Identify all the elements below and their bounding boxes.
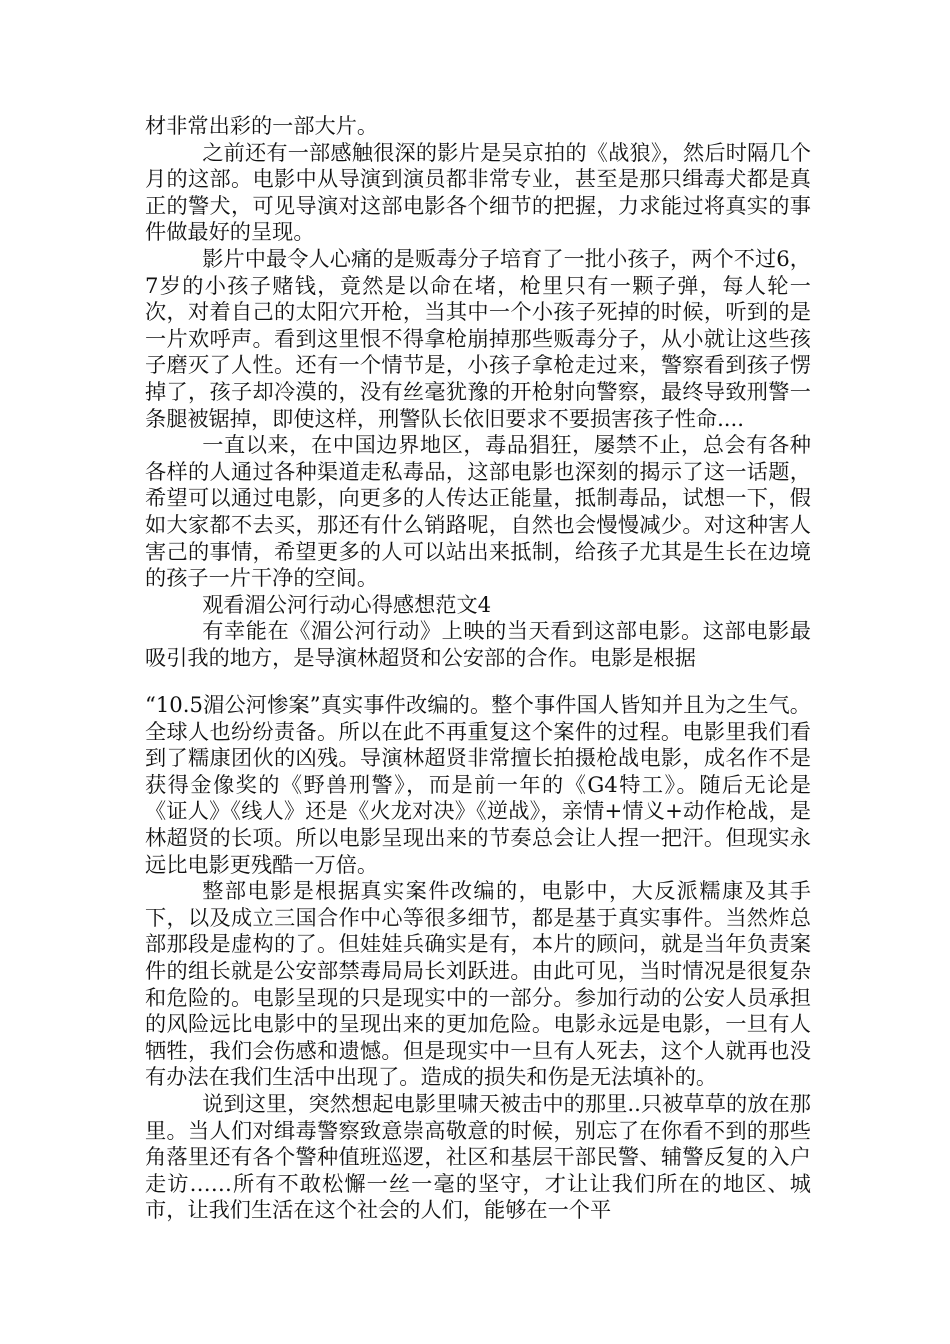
text-block-bottom <box>145 692 811 1224</box>
paragraph: 有幸能在《湄公河行动》上映的当天看到这部电影。这部电影最吸引我的地方，是导演林超贤和公安部的合作。电影是根据 <box>145 618 811 670</box>
paragraph: 说到这里，突然想起电影里啸天被击中的那里..只被草草的放在那里。当人们对缉毒警察致意崇高敬意的时候，别忘了在你看不到的那些角落里还有各个警种值班巡逻，社区和基层干部民警、辅警反复的入户走访……所有不敢松懈一丝一毫的坚守，才让让我们所在的地区、城市，让我们生活在这个社会的人们，能够在一个平 <box>145 1090 811 1223</box>
paragraph: 影片中最令人心痛的是贩毒分子培育了一批小孩子，两个不过6，7岁的小孩子赌钱，竟然是以命在堵，枪里只有一颗子弹，每人轮一次，对着自己的太阳穴开枪，当其中一个小孩子死掉的时候，听到的是一片欢呼声。看到这里恨不得拿枪崩掉那些贩毒分子，从小就让这些孩子磨灭了人性。还有一个情节是，小孩子拿枪走过来，警察看到孩子愣掉了，孩子却冷漠的，没有丝毫犹豫的开枪射向警察，最终导致刑警一条腿被锯掉，即使这样，刑警队长依旧要求不要损害孩子性命.... <box>145 245 811 431</box>
paragraph: 材非常出彩的一部大片。 <box>145 113 379 138</box>
paragraph: 之前还有一部感触很深的影片是吴京拍的《战狼》，然后时隔几个月的这部。电影中从导演到演员都非常专业，甚至是那只缉毒犬都是真正的警犬，可见导演对这部电影各个细节的把握，力求能过将真实的事件做最好的呈现。 <box>145 139 811 245</box>
paragraph: 整部电影是根据真实案件改编的，电影中，大反派糯康及其手下，以及成立三国合作中心等很多细节，都是基于真实事件。当然炸总部那段是虚构的了。但娃娃兵确实是有，本片的顾问，就是当年负责案件的组长就是公安部禁毒局局长刘跃进。由此可见，当时情况是很复杂和危险的。电影呈现的只是现实中的一部分。参加行动的公安人员承担的风险远比电影中的呈现出来的更加危险。电影永远是电影，一旦有人牺牲，我们会伤感和遗憾。但是现实中一旦有人死去，这个人就再也没有办法在我们生活中出现了。造成的损失和伤是无法填补的。 <box>145 878 811 1090</box>
text-block-top <box>145 113 811 671</box>
paragraph: “10.5湄公河惨案”真实事件改编的。整个事件国人皆知并且为之生气。全球人也纷纷责备。所以在此不再重复这个案件的过程。电影里我们看到了糯康团伙的凶残。导演林超贤非常擅长拍摄枪战电影，成名作不是获得金像奖的《野兽刑警》，而是前一年的《G4特工》。随后无论是《证人》《线人》还是《火龙对决》《逆战》，亲情+情义+动作枪战，是林超贤的长项。所以电影呈现出来的节奏总会让人捏一把汗。但现实永远比电影更残酷一万倍。 <box>145 692 811 877</box>
section-heading: 观看湄公河行动心得感想范文4 <box>202 591 492 617</box>
paragraph: 一直以来，在中国边界地区，毒品猖狂，屡禁不止，总会有各种各样的人通过各种渠道走私毒品，这部电影也深刻的揭示了这一话题，希望可以通过电影，向更多的人传达正能量，抵制毒品，试想一下，假如大家都不去买，那还有什么销路呢，自然也会慢慢减少。对这种害人害己的事情，希望更多的人可以站出来抵制，给孩子尤其是生长在边境的孩子一片干净的空间。 <box>145 432 811 591</box>
